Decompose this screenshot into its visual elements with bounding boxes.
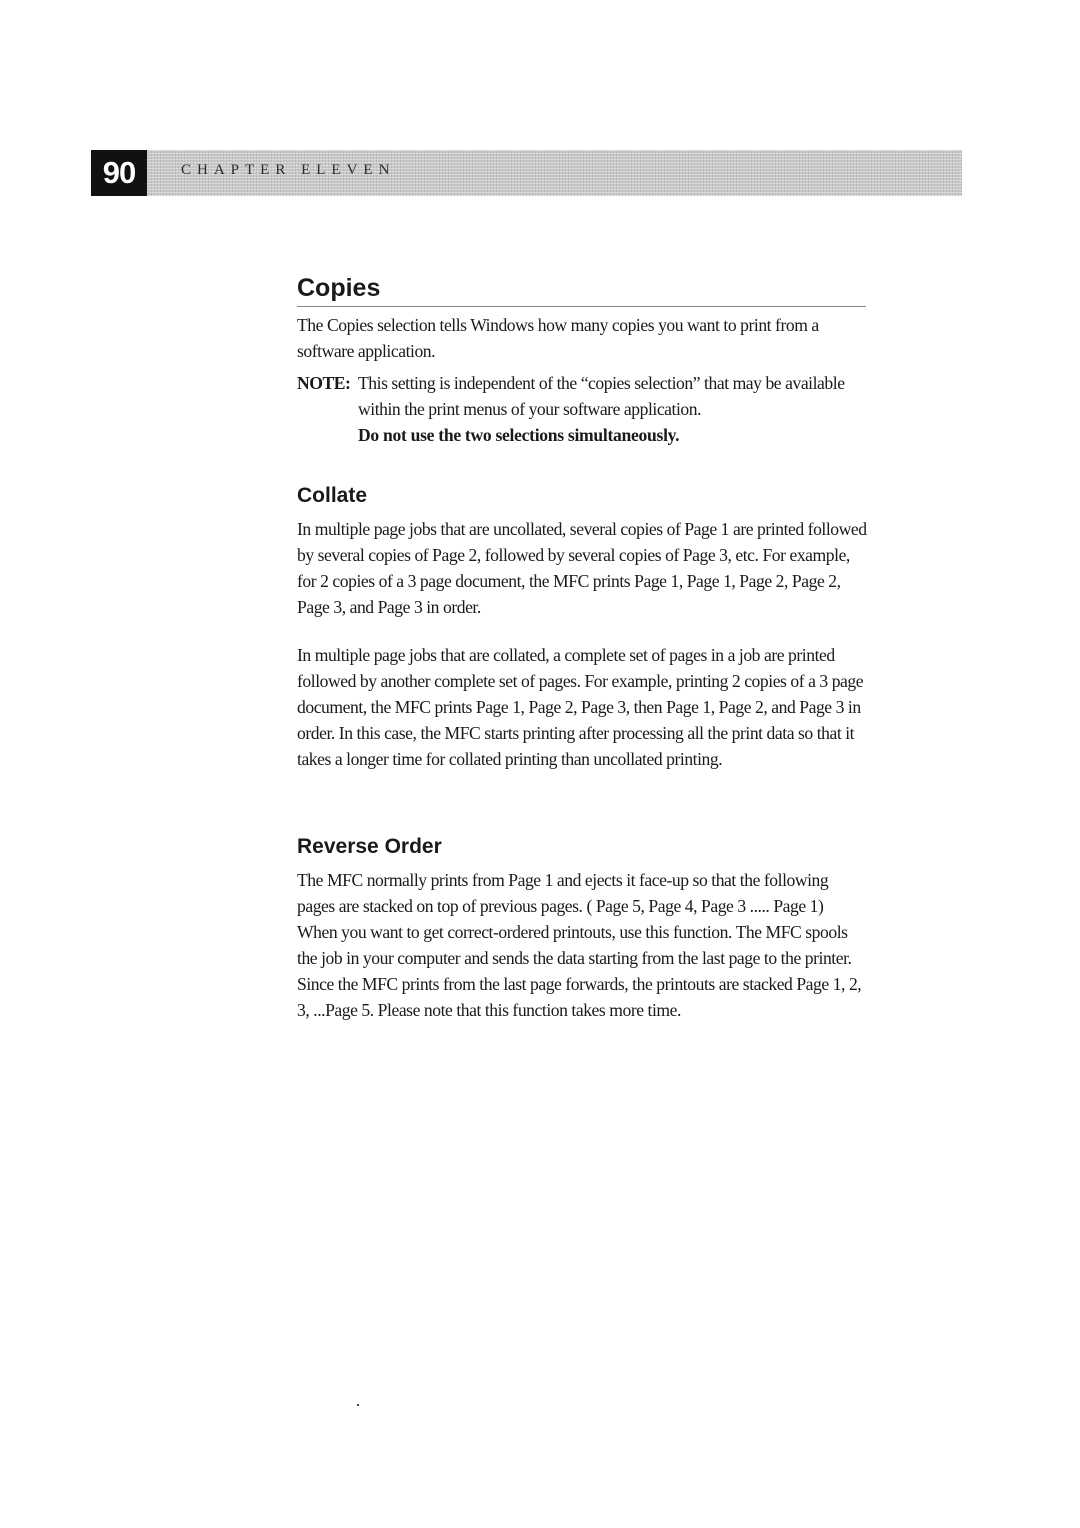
note-warning: Do not use the two selections simultaneously. <box>358 425 680 445</box>
collate-paragraph-collated: In multiple page jobs that are collated, a complete set of pages in a job are printed followed by another complete set of pages. For example, printing 2 copies of a 3 page document, the MFC prints Page 1, Page 2, Page 3, then Page 1, Page 2, and Page 3 in order. In this case, the MFC starts printing after processing all the print data so that it takes a longer time for collated printing than uncollated printing. <box>297 645 864 769</box>
note-text: This setting is independent of the “copies selection” that may be available within the print menus of your software application. <box>358 373 845 419</box>
page-number: 90 <box>91 150 147 196</box>
stray-mark <box>357 1404 359 1406</box>
note-body <box>358 370 867 448</box>
copies-paragraph: The Copies selection tells Windows how many copies you want to print from a software application. <box>297 315 819 361</box>
heading-reverse-order: Reverse Order <box>297 835 442 858</box>
chapter-title: CHAPTER ELEVEN <box>181 162 396 178</box>
reverse-order-paragraph: The MFC normally prints from Page 1 and ejects it face-up so that the following pages are stacked on top of previous pages. ( Page 5, Page 4, Page 3 ..... Page 1) When you want to get correct-ordered printouts, use this function. The MFC spools the job in your computer and sends the data starting from the last page to the printer. Since the MFC prints from the last page forwards, the printouts are stacked Page 1, 2, 3, ...Page 5. Please note that this function takes more time. <box>297 870 862 1020</box>
note-label: NOTE: <box>297 373 351 393</box>
heading-copies: Copies <box>297 272 866 307</box>
heading-collate: Collate <box>297 484 368 507</box>
collate-paragraph-uncollated: In multiple page jobs that are uncollated, several copies of Page 1 are printed followed by several copies of Page 2, followed by several copies of Page 3, etc. For example, for 2 copies of a 3 page document, the MFC prints Page 1, Page 1, Page 2, Page 2, Page 3, and Page 3 in order. <box>297 519 867 617</box>
